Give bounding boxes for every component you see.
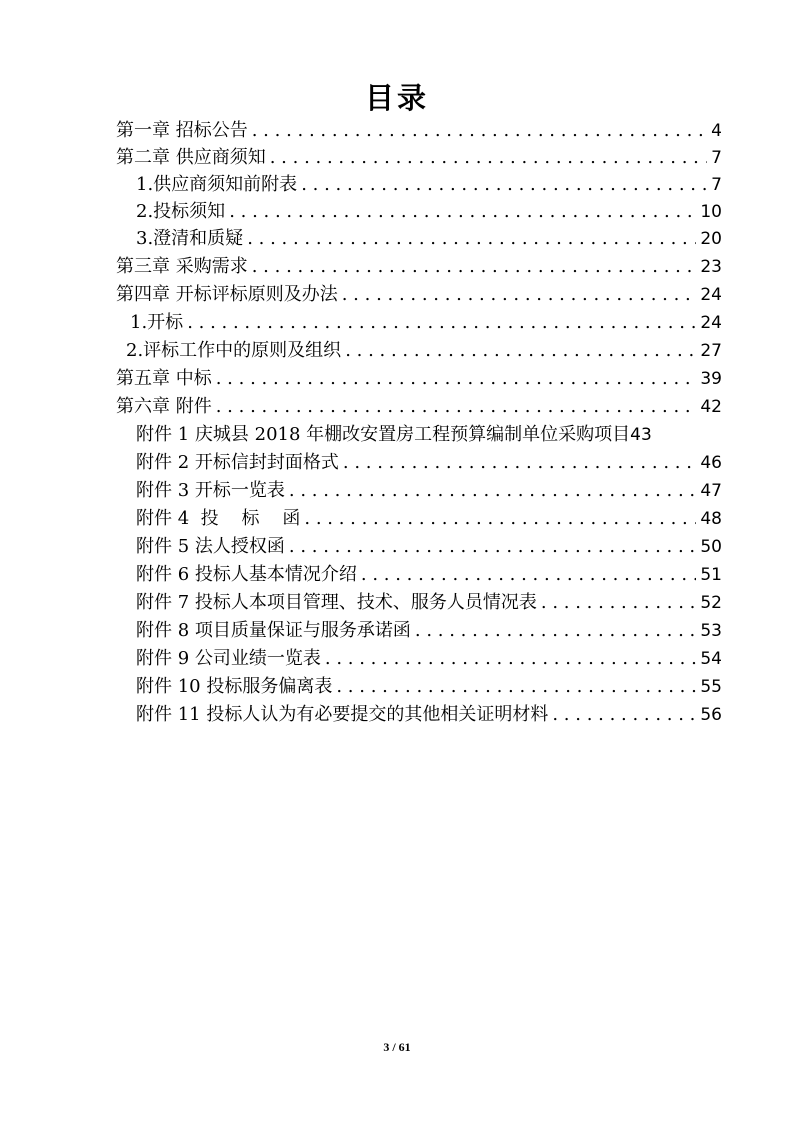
toc-entry-label: 附件 8 项目质量保证与服务承诺函 <box>136 620 411 641</box>
toc-entry-chapter-6[interactable] <box>116 394 722 420</box>
toc-entry-label: 1.开标 <box>130 312 184 333</box>
toc-leader-dots <box>229 199 696 225</box>
toc-entry-label: 附件 11 投标人认为有必要提交的其他相关证明材料 <box>136 704 549 725</box>
toc-entry-appendix-5[interactable] <box>136 534 722 560</box>
toc-entry-appendix-6[interactable] <box>136 562 722 588</box>
toc-entry-label: 第二章 供应商须知 <box>116 147 266 168</box>
toc-entry-page: 27 <box>700 341 722 361</box>
toc-entry-page: 42 <box>700 397 722 417</box>
toc-leader-dots <box>187 310 696 336</box>
toc-entry-label: 1.供应商须知前附表 <box>136 174 298 195</box>
toc-entry-appendix-3[interactable] <box>136 478 722 504</box>
toc-entry-2-1[interactable] <box>136 172 722 198</box>
toc-entry-appendix-2[interactable] <box>136 450 722 476</box>
toc-title: 目录 <box>364 81 429 115</box>
toc-leader-dots <box>216 394 697 420</box>
toc-entry-chapter-3[interactable] <box>116 254 722 280</box>
toc-entry-page: 43 <box>630 425 652 445</box>
toc-leader-dots <box>252 254 697 280</box>
toc-entry-page: 54 <box>700 649 722 669</box>
toc-leader-dots <box>361 562 696 588</box>
toc-leader-dots <box>343 450 696 476</box>
toc-entry-page: 23 <box>700 257 722 277</box>
toc-entry-page: 4 <box>711 121 722 141</box>
toc-entry-page: 52 <box>700 593 722 613</box>
toc-entry-label: 附件 4 投 标 函 <box>136 508 301 529</box>
toc-entry-page: 55 <box>700 677 722 697</box>
toc-leader-dots <box>270 145 707 171</box>
toc-entry-page: 7 <box>711 148 722 168</box>
toc-entry-2-3[interactable] <box>136 226 722 252</box>
toc-entry-label: 第四章 开标评标原则及办法 <box>116 284 338 305</box>
toc-entry-label: 2.投标须知 <box>136 201 226 222</box>
toc-leader-dots <box>252 118 707 144</box>
toc-entry-label: 附件 2 开标信封封面格式 <box>136 452 339 473</box>
toc-entry-4-2[interactable] <box>126 338 722 364</box>
toc-entry-appendix-1[interactable] <box>136 422 726 448</box>
toc-leader-dots <box>345 338 696 364</box>
toc-entry-label: 附件 6 投标人基本情况介绍 <box>136 564 357 585</box>
toc-entry-label: 第一章 招标公告 <box>116 120 248 141</box>
toc-leader-dots <box>325 646 696 672</box>
toc-leader-dots <box>289 478 696 504</box>
toc-leader-dots <box>216 366 697 392</box>
toc-entry-label: 附件 10 投标服务偏离表 <box>136 676 333 697</box>
toc-leader-dots <box>336 674 696 700</box>
toc-entry-label: 第三章 采购需求 <box>116 256 248 277</box>
toc-entry-label: 附件 3 开标一览表 <box>136 480 285 501</box>
toc-entry-2-2[interactable] <box>136 199 722 225</box>
toc-entry-appendix-8[interactable] <box>136 618 722 644</box>
toc-entry-label: 附件 5 法人授权函 <box>136 536 285 557</box>
toc-entry-page: 7 <box>711 175 722 195</box>
toc-entry-page: 24 <box>700 285 722 305</box>
toc-leader-dots <box>342 282 697 308</box>
toc-entry-appendix-10[interactable] <box>136 674 722 700</box>
toc-entry-appendix-9[interactable] <box>136 646 722 672</box>
toc-entry-page: 51 <box>700 565 722 585</box>
toc-entry-label: 第六章 附件 <box>116 396 212 417</box>
toc-leader-dots <box>304 506 696 532</box>
toc-leader-dots <box>301 172 707 198</box>
toc-leader-dots <box>552 702 696 728</box>
toc-entry-page: 46 <box>700 453 722 473</box>
toc-entry-page: 10 <box>700 202 722 222</box>
toc-entry-label: 2.评标工作中的原则及组织 <box>126 340 342 361</box>
toc-entry-page: 20 <box>700 229 722 249</box>
toc-entry-page: 39 <box>700 369 722 389</box>
toc-leader-dots <box>247 226 696 252</box>
toc-entry-4-1[interactable] <box>130 310 722 336</box>
toc-entry-appendix-4[interactable] <box>136 506 722 532</box>
toc-entry-page: 53 <box>700 621 722 641</box>
toc-leader-dots <box>541 590 696 616</box>
toc-entry-label: 3.澄清和质疑 <box>136 228 244 249</box>
toc-entry-label: 第五章 中标 <box>116 368 212 389</box>
toc-entry-appendix-11[interactable] <box>136 702 722 728</box>
toc-entry-label: 附件 1 庆城县 2018 年棚改安置房工程预算编制单位采购项目 <box>136 424 631 445</box>
toc-entry-chapter-5[interactable] <box>116 366 722 392</box>
toc-leader-dots <box>415 618 696 644</box>
toc-entry-page: 47 <box>700 481 722 501</box>
toc-entry-label: 附件 9 公司业绩一览表 <box>136 648 321 669</box>
toc-leader-dots <box>289 534 696 560</box>
toc-entry-label: 附件 7 投标人本项目管理、技术、服务人员情况表 <box>136 592 537 613</box>
toc-entry-chapter-4[interactable] <box>116 282 722 308</box>
toc-entry-page: 24 <box>700 313 722 333</box>
toc-entry-page: 50 <box>700 537 722 557</box>
toc-entry-page: 56 <box>700 705 722 725</box>
toc-entry-chapter-2[interactable] <box>116 145 722 171</box>
toc-entry-chapter-1[interactable] <box>116 118 722 144</box>
page-number-footer: 3 / 61 <box>383 1040 411 1054</box>
toc-entry-page: 48 <box>700 509 722 529</box>
toc-entry-appendix-7[interactable] <box>136 590 722 616</box>
